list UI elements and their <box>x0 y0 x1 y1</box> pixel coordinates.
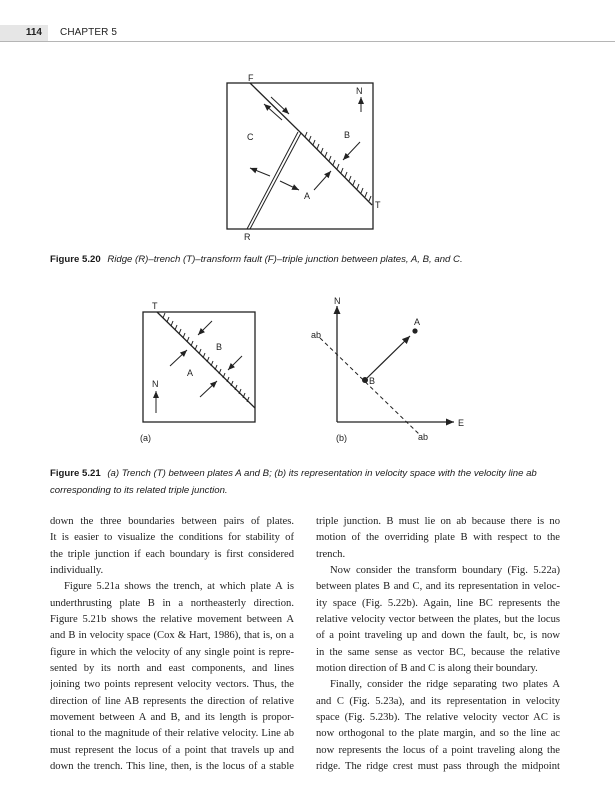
text-line: Now consider the transform boundary (Fig. 5.22a) <box>330 565 560 577</box>
label-T: T <box>375 200 381 210</box>
text-line: movement between A and B, and its length is propor- <box>50 712 294 724</box>
figure-5-21b-diagram <box>300 290 480 450</box>
header-rule <box>0 41 615 42</box>
label-T: T <box>152 301 158 311</box>
text-line: must represent the locus of a point that travels up and <box>50 744 294 756</box>
figure-5-21a-diagram <box>130 290 260 450</box>
text-line: ity space (Fig. 5.22b). Again, line BC represents the <box>316 597 560 609</box>
text-line: down the trench. This line, then, is the locus of a stable <box>50 761 294 773</box>
body-left-column <box>50 514 294 776</box>
text-line: down the three boundaries between pairs of plates. <box>50 516 294 527</box>
label-plate-A: A <box>187 368 194 378</box>
figure-5-21-caption-line2 <box>50 482 570 499</box>
panel-b-tag: (b) <box>336 433 347 443</box>
text-line: triple junction. B must lie on ab because there is no <box>316 516 560 527</box>
figure-5-21-caption-line1 <box>50 465 570 482</box>
figure-5-20-diagram <box>220 70 400 245</box>
text-line: underthrusting plate B in a northeasterly direction. <box>50 597 294 609</box>
text-line: motion of the overriding plate B with respect to the <box>316 532 560 544</box>
label-point-A: A <box>414 317 421 327</box>
figure-5-21-caption-text-2: corresponding to its related triple junction. <box>50 485 228 496</box>
label-plate-B: B <box>216 342 223 352</box>
text-line: Figure 5.21a shows the trench, at which plate A is <box>64 581 294 593</box>
text-line: direction of line AB represents the direction of relative <box>50 695 294 707</box>
text-line: space (Fig. 5.23b). The relative velocity vector AC is <box>316 712 560 724</box>
figure-5-21b <box>300 290 480 450</box>
text-line: Finally, consider the ridge separating two plates A <box>330 679 560 691</box>
label-E: E <box>458 418 465 428</box>
text-line: and C (Fig. 5.23a), and its representation in velocity <box>316 695 560 707</box>
page-number: 114 <box>25 27 42 38</box>
text-line: It is easier to visualize the conditions for stability of <box>50 532 294 544</box>
text-line: ridge. The ridge crest must pass through the midpoint <box>316 761 560 773</box>
figure-5-21a <box>130 290 260 450</box>
text-line: the triple junction if each boundary is first considered <box>50 548 294 560</box>
label-F: F <box>248 73 254 83</box>
text-line: in the same sense as vector BC, because the relative <box>316 646 560 658</box>
text-line: between plates B and C, and its representation in veloc- <box>316 581 560 593</box>
label-point-B: B <box>369 376 376 386</box>
chapter-title: CHAPTER 5 <box>60 27 118 38</box>
text-line: Figure 5.21b shows the relative movement between A <box>50 614 294 626</box>
label-plate-C: C <box>247 132 254 142</box>
panel-a-tag: (a) <box>140 433 151 443</box>
page-number-box <box>0 25 48 41</box>
text-line: joining two points represent velocity vectors. Thus, the <box>50 679 294 691</box>
figure-5-20-caption <box>50 251 463 268</box>
text-line: of a point traveling up and down the fault, bc, is now <box>316 630 560 642</box>
text-line: tional to the magnitude of their relative velocity. Line ab <box>50 728 294 740</box>
text-line: now represents the locus of a point traveling along the <box>316 744 560 756</box>
figure-5-21-caption-label: Figure 5.21 <box>50 468 101 479</box>
text-line: sented by its north and east components, and lines <box>50 663 294 675</box>
figure-5-21-caption <box>50 465 570 499</box>
running-header <box>0 25 615 42</box>
figure-5-20-caption-text: Ridge (R)–trench (T)–transform fault (F)–triple junction between plates, A, B, and C. <box>107 254 463 265</box>
text-line: figure in which the velocity of any single point is repre- <box>50 646 294 658</box>
label-N: N <box>334 296 341 306</box>
text-line: trench. <box>316 548 346 560</box>
label-ab-bottom: ab <box>418 432 429 442</box>
text-line: relative velocity vector between the plates, but the locus <box>316 614 560 626</box>
text-line: individually. <box>50 565 104 577</box>
label-R: R <box>244 232 251 242</box>
text-line: and B in velocity space (Cox & Hart, 1986), that is, on a <box>50 630 294 642</box>
label-ab-top: ab <box>311 330 322 340</box>
body-right-column <box>316 514 560 776</box>
text-line: now orthogonal to the plate margin, and so the line ac <box>316 728 560 740</box>
figure-5-21-caption-text-1: (a) Trench (T) between plates A and B; (b) its representation in velocity space with the velocity line ab <box>107 468 537 479</box>
label-N: N <box>152 379 159 389</box>
label-plate-A: A <box>304 191 311 201</box>
figure-5-20-caption-label: Figure 5.20 <box>50 254 101 265</box>
label-N: N <box>356 86 363 96</box>
figure-5-20 <box>220 70 400 245</box>
label-plate-B: B <box>344 130 351 140</box>
text-line: motion direction of B and C is along their boundary. <box>316 663 538 675</box>
